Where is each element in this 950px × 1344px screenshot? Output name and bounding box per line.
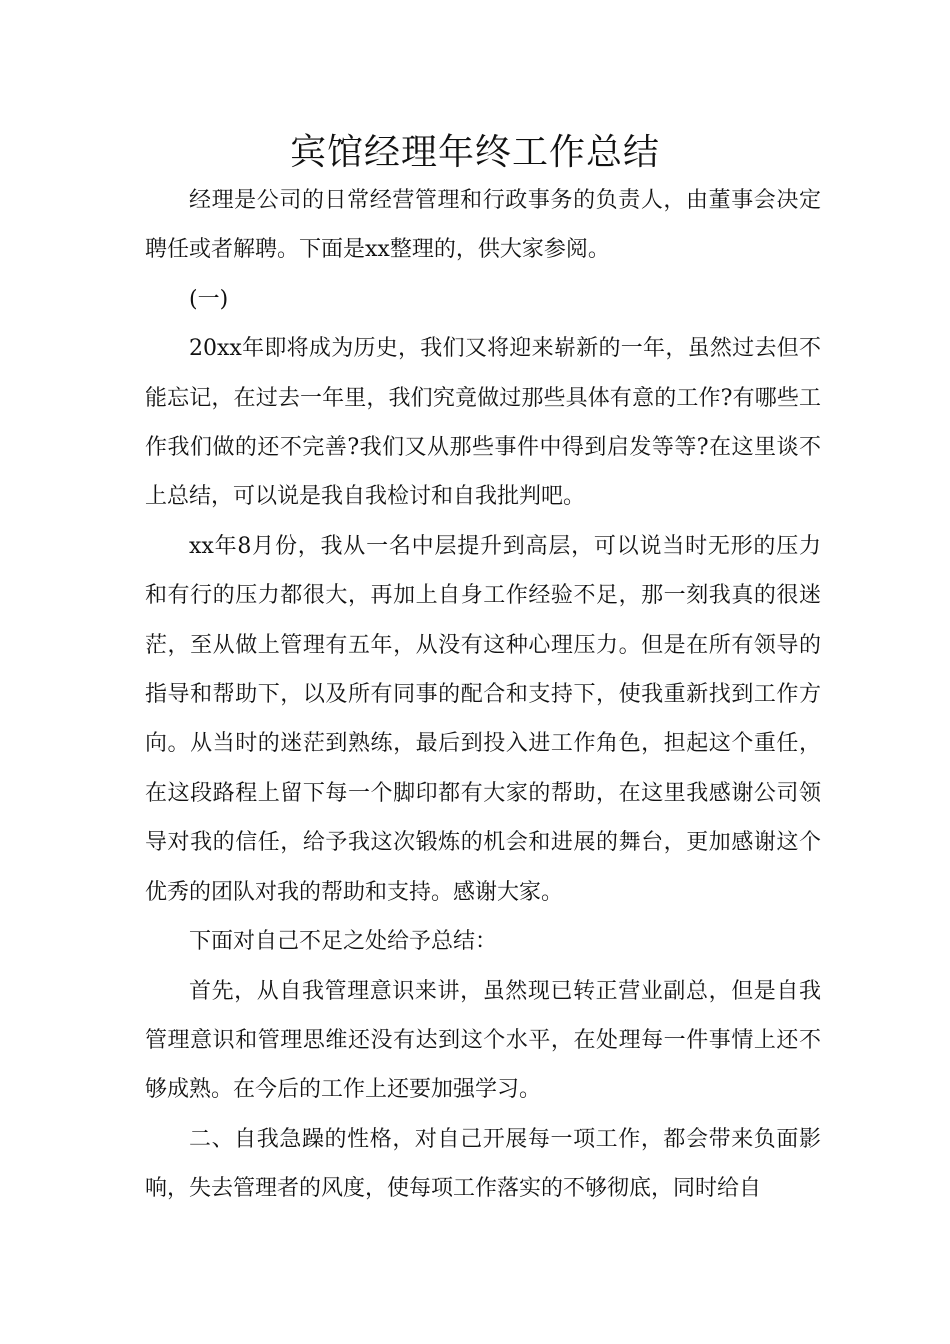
paragraph: 下面对自己不足之处给予总结： [189,929,498,955]
paragraph: xx年8月份，我从一名中层提升到高层，可以说当时无形的压力和有行的压力都很大，再加上自身工作经验不足，那一刻我真的很迷茫，至从做上管理有五年，从没有这种心理压力。但是在所有领导的指导和帮助下，以及所有同事的配合和支持下，使我重新找到工作方向。从当时的迷茫到熟练，最后到投入进工作角色，担起这个重任，在这段路程上留下每一个脚印都有大家的帮助，在这里我感谢公司领导对我的信任，给予我这次锻炼的机会和进展的舞台，更加感谢这个优秀的团队对我的帮助和支持。感谢大家。 [145,533,821,905]
paragraph: 首先，从自我管理意识来讲，虽然现已转正营业副总，但是自我管理意识和管理思维还没有达到这个水平，在处理每一件事情上还不够成熟。在今后的工作上还要加强学习。 [145,978,821,1103]
paragraph: 20xx年即将成为历史，我们又将迎来崭新的一年，虽然过去但不能忘记，在过去一年里，我们究竟做过那些具体有意的工作?有哪些工作我们做的还不完善?我们又从那些事件中得到启发等等?在这里谈不上总结，可以说是我自我检讨和自我批判吧。 [145,336,821,510]
section-heading: (一) [189,286,229,312]
document-body [145,176,821,1214]
document-title: 宾馆经理年终工作总结 [289,132,660,173]
paragraph: 二、自我急躁的性格，对自己开展每一项工作，都会带来负面影响，失去管理者的风度，使每项工作落实的不够彻底，同时给自 [145,1126,821,1202]
paragraph-intro: 经理是公司的日常经营管理和行政事务的负责人，由董事会决定聘任或者解聘。下面是xx整理的，供大家参阅。 [145,188,821,263]
